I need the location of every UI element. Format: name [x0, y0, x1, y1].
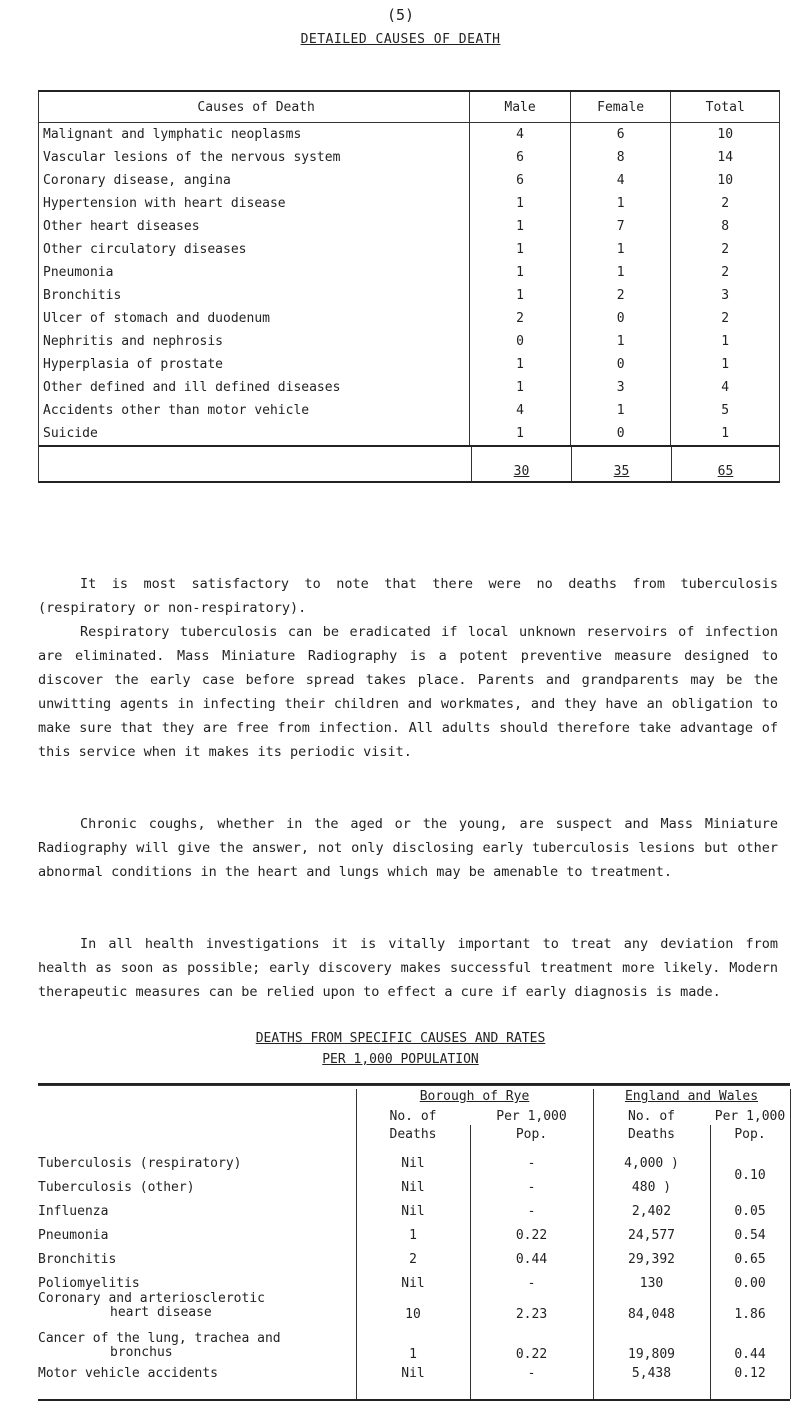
row-male: 1: [469, 422, 570, 445]
row-cause: Suicide: [43, 426, 98, 441]
row-cause: Vascular lesions of the nervous system: [43, 150, 341, 165]
row-female: 6: [570, 123, 671, 146]
row-cause: Other defined and ill defined diseases: [43, 380, 341, 395]
rate-row-cause-cont: heart disease: [110, 1305, 212, 1320]
rye-pop: Pop.: [515, 1127, 548, 1142]
rate-row-rye-rate: -: [527, 1204, 536, 1219]
row-total: 2: [670, 192, 779, 215]
row-female: 1: [570, 330, 671, 353]
row-female: 4: [570, 169, 671, 192]
rate-row-ew-rate: 1.86: [734, 1307, 766, 1322]
row-female: 1: [570, 238, 671, 261]
row-male: 0: [469, 330, 570, 353]
rate-row-ew-no: 480 ): [631, 1180, 672, 1195]
page-number: (5): [386, 6, 415, 24]
rate-row-rye-no: Nil: [401, 1276, 425, 1291]
rate-row-rye-rate: 2.23: [515, 1307, 548, 1322]
rate-row-cause: Pneumonia: [38, 1228, 109, 1243]
row-female: 7: [570, 215, 671, 238]
rye-no-of: No. of: [389, 1109, 437, 1124]
row-cause: Ulcer of stomach and duodenum: [43, 311, 270, 326]
causes-table: [38, 90, 780, 483]
page-title: DETAILED CAUSES OF DEATH: [300, 32, 501, 47]
row-total: 1: [670, 330, 779, 353]
causes-table-header: [39, 92, 779, 123]
row-total: 8: [670, 215, 779, 238]
rate-row-ew-rate: 0.44: [734, 1347, 766, 1362]
rate-row-rye-rate: 0.22: [515, 1228, 548, 1243]
row-cause: Other heart diseases: [43, 219, 200, 234]
table-row: [39, 307, 779, 330]
rate-row-ew-no: 19,809: [628, 1347, 675, 1362]
row-total: 5: [670, 399, 779, 422]
rye-deaths: Deaths: [389, 1127, 437, 1142]
causes-table-totals: [39, 445, 779, 481]
row-total: 14: [670, 146, 779, 169]
rate-row-rye-rate: -: [527, 1180, 536, 1195]
rates-table: [38, 1083, 790, 1401]
rate-row-rye-no: 1: [409, 1228, 417, 1243]
rate-row-rye-rate: -: [527, 1276, 536, 1291]
rate-row-ew-no: 4,000 ): [624, 1156, 679, 1171]
rate-row-ew-no: 130: [639, 1276, 664, 1291]
row-female: 1: [570, 399, 671, 422]
row-total: 2: [670, 307, 779, 330]
rate-row-rye-no: Nil: [401, 1204, 425, 1219]
table-row: [39, 215, 779, 238]
rate-row-rye-no: 2: [409, 1252, 417, 1267]
rate-row-ew-rate: 0.65: [734, 1252, 766, 1267]
rate-row-rye-no: 10: [405, 1307, 421, 1322]
row-total: 2: [670, 261, 779, 284]
group-rye: Borough of Rye: [419, 1089, 530, 1104]
rate-row-cause: Bronchitis: [38, 1252, 117, 1267]
header-female: Female: [570, 92, 671, 122]
header-cause: Causes of Death: [197, 99, 315, 115]
rye-per-1000: Per 1,000: [496, 1109, 567, 1124]
rate-row-rye-no: Nil: [401, 1180, 425, 1195]
row-male: 6: [469, 146, 570, 169]
row-male: 2: [469, 307, 570, 330]
paragraph-2: Respiratory tuberculosis can be eradicated if local unknown reservoirs of infection are eliminated. Mass Miniature Radiography is a potent preventive measure designed to discover the early case before spread takes place. Parents and grandparents may be the unwitting agents in infecting their children and workmates, and they have an obligation to make sure that they are free from infection. All adults should therefore take advantage of this service when it makes its periodic visit.: [38, 624, 778, 760]
table-row: [39, 422, 779, 445]
table-row: [39, 376, 779, 399]
rate-row-ew-rate: 0.12: [734, 1366, 766, 1381]
rate-row-rye-no: Nil: [401, 1366, 425, 1381]
table-row: [39, 123, 779, 146]
row-cause: Pneumonia: [43, 265, 114, 280]
paragraph-3: Chronic coughs, whether in the aged or the young, are suspect and Mass Miniature Radiography will give the answer, not only disclosing early tuberculosis lesions but other abnormal conditions in the heart and lungs which may be amenable to treatment.: [38, 816, 778, 880]
rate-row-ew-no: 84,048: [628, 1307, 675, 1322]
row-female: 3: [570, 376, 671, 399]
row-male: 1: [469, 238, 570, 261]
row-cause: Malignant and lymphatic neoplasms: [43, 127, 302, 142]
table-row: [39, 238, 779, 261]
rate-row-cause: Poliomyelitis: [38, 1276, 140, 1291]
row-male: 1: [469, 284, 570, 307]
row-male: 1: [469, 215, 570, 238]
table-row: [39, 353, 779, 376]
table-row: [39, 192, 779, 215]
rates-subtitle-line2: PER 1,000 POPULATION: [322, 1052, 479, 1067]
row-male: 4: [469, 123, 570, 146]
row-cause: Hypertension with heart disease: [43, 196, 286, 211]
table-row: [39, 330, 779, 353]
rate-row-cause: Tuberculosis (respiratory): [38, 1156, 242, 1171]
row-female: 0: [570, 422, 671, 445]
rate-row-rye-rate: -: [527, 1156, 536, 1171]
table-row: [39, 399, 779, 422]
row-total: 2: [670, 238, 779, 261]
row-female: 1: [570, 192, 671, 215]
table-row: [39, 146, 779, 169]
row-total: 3: [670, 284, 779, 307]
row-total: 1: [670, 353, 779, 376]
rate-row-rye-rate: 0.22: [515, 1347, 548, 1362]
rate-row-ew-no: 5,438: [631, 1366, 672, 1381]
rate-row-rye-no: 1: [409, 1347, 417, 1362]
row-total: 10: [670, 169, 779, 192]
row-female: 0: [570, 307, 671, 330]
row-cause: Other circulatory diseases: [43, 242, 247, 257]
row-total: 10: [670, 123, 779, 146]
rate-row-cause: Motor vehicle accidents: [38, 1366, 219, 1381]
ew-per-1000: Per 1,000: [714, 1109, 786, 1124]
rate-row-ew-rate: 0.05: [734, 1204, 766, 1219]
rate-row-cause-cont: bronchus: [110, 1345, 173, 1360]
row-female: 2: [570, 284, 671, 307]
row-male: 1: [469, 376, 570, 399]
header-male: Male: [469, 92, 570, 122]
group-england-wales: England and Wales: [624, 1089, 759, 1104]
rate-row-ew-no: 24,577: [628, 1228, 675, 1243]
rate-row-cause: Cancer of the lung, trachea and: [38, 1331, 281, 1346]
rate-row-cause: Coronary and arteriosclerotic: [38, 1291, 265, 1306]
rate-row-ew-rate: 0.54: [734, 1228, 766, 1243]
row-cause: Bronchitis: [43, 288, 122, 303]
total-male: 30: [513, 464, 530, 479]
row-total: 1: [670, 422, 779, 445]
row-male: 1: [469, 353, 570, 376]
row-cause: Nephritis and nephrosis: [43, 334, 224, 349]
row-cause: Coronary disease, angina: [43, 173, 231, 188]
table-row: [39, 284, 779, 307]
rate-row-ew-no: 29,392: [628, 1252, 675, 1267]
table-row: [39, 261, 779, 284]
ew-no-of: No. of: [628, 1109, 675, 1124]
total-female: 35: [613, 464, 630, 479]
row-male: 1: [469, 261, 570, 284]
header-total: Total: [670, 92, 779, 122]
ew-pop: Pop.: [734, 1127, 766, 1142]
paragraph-4: In all health investigations it is vitally important to treat any deviation from health as soon as possible; early discovery makes successful treatment more likely. Modern therapeutic measures can be relied upon to effect a cure if early diagnosis is made.: [38, 936, 778, 1000]
ew-deaths: Deaths: [628, 1127, 675, 1142]
rate-row-ew-rate: 0.00: [734, 1276, 766, 1291]
causes-table-body: [39, 123, 779, 445]
rate-row-cause: Influenza: [38, 1204, 109, 1219]
total-all: 65: [717, 464, 734, 479]
rate-row-ew-no: 2,402: [631, 1204, 672, 1219]
row-female: 0: [570, 353, 671, 376]
row-male: 6: [469, 169, 570, 192]
table-row: [39, 169, 779, 192]
row-female: 1: [570, 261, 671, 284]
rate-row-rye-rate: -: [527, 1366, 536, 1381]
rate-row-cause: Tuberculosis (other): [38, 1180, 195, 1195]
ew-tb-combined-rate: 0.10: [734, 1168, 766, 1183]
rates-subtitle-line1: DEATHS FROM SPECIFIC CAUSES AND RATES: [255, 1031, 546, 1046]
row-cause: Hyperplasia of prostate: [43, 357, 224, 372]
row-total: 4: [670, 376, 779, 399]
rate-row-rye-no: Nil: [401, 1156, 425, 1171]
row-cause: Accidents other than motor vehicle: [43, 403, 310, 418]
row-female: 8: [570, 146, 671, 169]
paragraph-1: It is most satisfactory to note that there were no deaths from tuberculosis (respiratory or non-respiratory).: [38, 576, 778, 616]
row-male: 4: [469, 399, 570, 422]
row-male: 1: [469, 192, 570, 215]
rate-row-rye-rate: 0.44: [515, 1252, 548, 1267]
